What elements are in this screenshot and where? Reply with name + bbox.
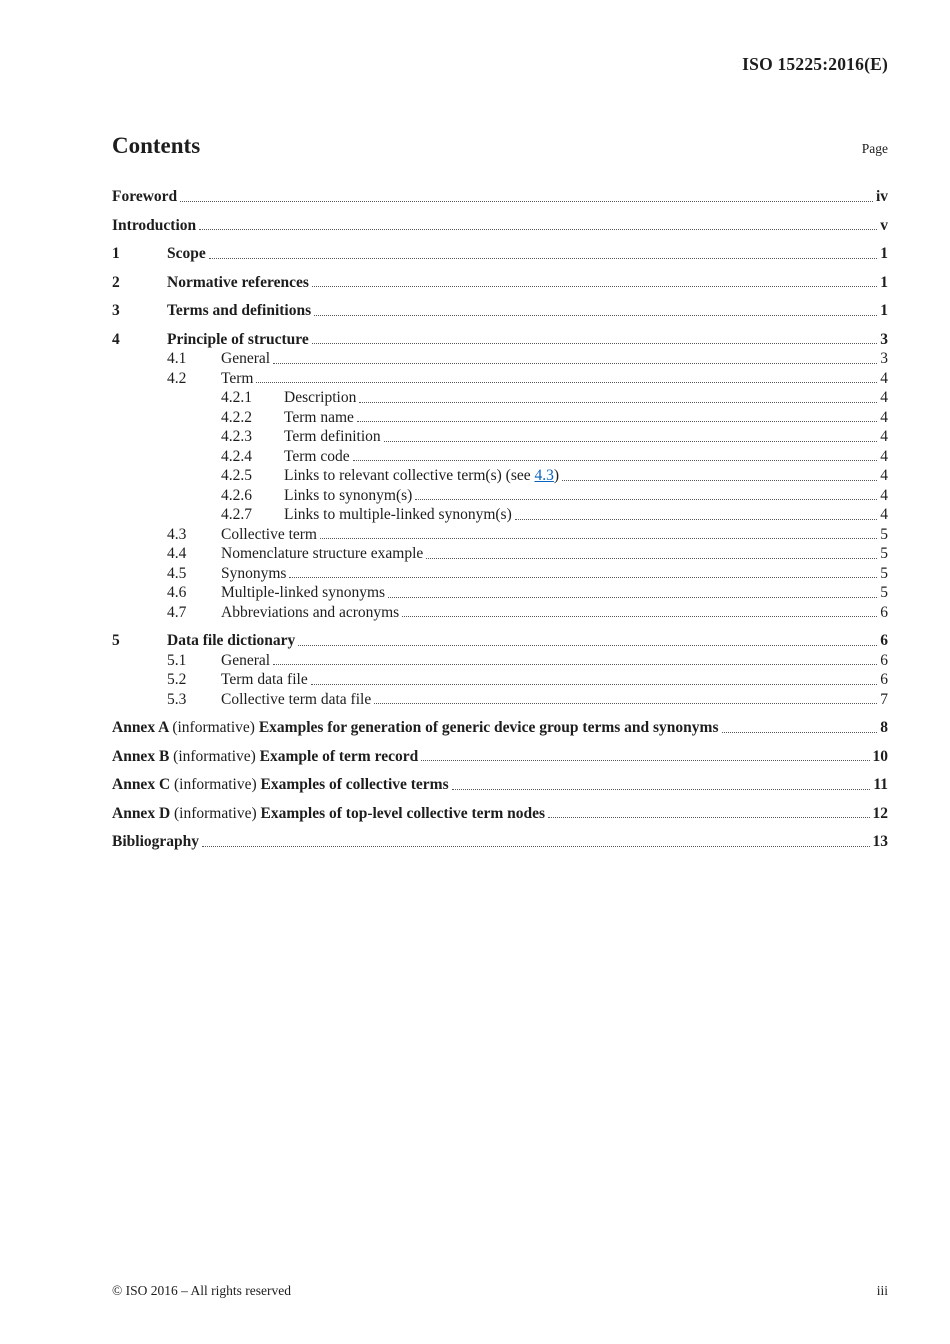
toc-page-number: 11	[873, 776, 888, 793]
toc-entry-number: 2	[112, 273, 120, 291]
toc-entry-title: Term name	[284, 408, 354, 426]
toc-page-number: 6	[880, 603, 888, 621]
toc-page-number: 6	[880, 671, 888, 688]
toc-entry-title: Terms and definitions	[167, 302, 312, 319]
toc-row[interactable]	[112, 747, 888, 767]
toc-leader-dots	[314, 315, 877, 316]
toc-entry-number: 3	[112, 302, 120, 319]
toc-entry-title: Foreword	[112, 188, 178, 205]
toc-leader-dots	[515, 519, 878, 520]
toc-row[interactable]	[112, 187, 888, 207]
toc-row[interactable]	[167, 349, 888, 369]
toc-leader-dots	[426, 558, 877, 559]
toc-row[interactable]	[221, 486, 888, 506]
toc-leader-dots	[311, 684, 878, 685]
toc-entry-title: General	[221, 350, 271, 367]
toc-entry-title: Data file dictionary	[167, 632, 296, 649]
toc-leader-dots	[199, 229, 877, 230]
toc-entry-title: Introduction	[112, 216, 197, 234]
toc-entry-title: Synonyms	[221, 564, 287, 582]
toc-page-number: 1	[880, 302, 888, 319]
toc-entry-title: Term definition	[284, 428, 381, 445]
toc-row[interactable]	[112, 631, 888, 651]
toc-entry-number: 4.2.3	[221, 428, 252, 445]
toc-entry-title: Description	[284, 389, 357, 406]
toc-leader-dots	[353, 460, 878, 461]
toc-page-number: 3	[880, 330, 888, 348]
toc-entry-number: 5.3	[167, 690, 187, 708]
toc-entry-number: 4.6	[167, 584, 187, 601]
toc-page-number: 6	[880, 632, 888, 649]
toc-page-number: 4	[880, 428, 888, 445]
toc-leader-dots	[273, 664, 877, 665]
toc-entry-number: 4.4	[167, 545, 187, 562]
toc-leader-dots	[256, 382, 877, 383]
toc-entry-title: Principle of structure	[167, 330, 309, 348]
toc-page-number: 7	[880, 690, 888, 708]
toc-page-number: v	[880, 216, 888, 234]
toc-page-number: 1	[880, 273, 888, 291]
toc-row[interactable]	[167, 525, 888, 545]
toc-leader-dots	[320, 538, 877, 539]
toc-entry-title: Bibliography	[112, 833, 199, 850]
toc-row[interactable]	[167, 651, 888, 671]
toc-entry-title: Annex A (informative) Examples for generation of generic device group terms and synonyms	[112, 719, 719, 736]
toc-row[interactable]	[112, 718, 888, 738]
toc-leader-dots	[562, 480, 877, 481]
toc-row[interactable]	[167, 369, 888, 389]
page-title: Contents	[112, 133, 201, 158]
toc-page-number: 6	[880, 651, 888, 669]
toc-page-number: 5	[880, 525, 888, 543]
toc-entry-number: 4.2.6	[221, 486, 252, 504]
toc-leader-dots	[312, 286, 877, 287]
toc-leader-dots	[289, 577, 877, 578]
toc-entry-title: Abbreviations and acronyms	[221, 603, 400, 621]
toc-page-number: iv	[875, 188, 888, 205]
toc-page-number: 4	[880, 369, 888, 387]
toc-page-number: 1	[880, 245, 888, 262]
toc-leader-dots	[312, 343, 877, 344]
toc-entry-title: Scope	[167, 245, 206, 262]
toc-leader-dots	[357, 421, 877, 422]
toc-entry-title: Term code	[284, 447, 350, 465]
toc-header	[112, 133, 888, 159]
toc-entry-qualifier: (informative)	[173, 747, 256, 765]
toc-page-number: 13	[872, 833, 888, 850]
toc-entry-number: 5.1	[167, 651, 187, 669]
toc-entry-number: 4.1	[167, 350, 187, 367]
page-column-label: Page	[861, 141, 888, 156]
toc-entry-number: 4.2.4	[221, 447, 252, 465]
toc-row[interactable]	[112, 216, 888, 236]
toc-entry-title: Links to relevant collective term(s) (see 4.3)	[284, 467, 560, 484]
toc-leader-dots	[209, 258, 878, 259]
toc-row[interactable]	[167, 603, 888, 623]
toc-row[interactable]	[221, 505, 888, 525]
toc-entry-title: Annex D (informative) Examples of top-level collective term nodes	[112, 804, 546, 822]
toc-leader-dots	[402, 616, 877, 617]
toc-row[interactable]	[167, 583, 888, 603]
toc-entry-title: Nomenclature structure example	[221, 545, 424, 562]
toc-leader-dots	[548, 817, 869, 818]
toc-page-number: 3	[880, 350, 888, 367]
toc-leader-dots	[421, 760, 869, 761]
toc-row[interactable]	[221, 466, 888, 486]
toc-entry-number: 4.5	[167, 564, 187, 582]
toc-row[interactable]	[112, 804, 888, 824]
folio-page-number: iii	[876, 1283, 888, 1298]
toc-page-number: 4	[880, 389, 888, 406]
toc-leader-dots	[273, 363, 877, 364]
toc-leader-dots	[388, 597, 877, 598]
toc-page-number: 10	[872, 747, 888, 765]
toc-entry-qualifier: (informative)	[174, 804, 257, 822]
toc-row[interactable]	[167, 690, 888, 710]
toc-entry-number: 5.2	[167, 671, 187, 688]
toc-entry-title: Term data file	[221, 671, 308, 688]
toc-entry-qualifier: (informative)	[174, 776, 257, 793]
toc-page-number: 4	[880, 486, 888, 504]
copyright-notice: © ISO 2016 – All rights reserved	[112, 1283, 291, 1298]
toc-page-number: 4	[880, 506, 888, 523]
toc-row[interactable]	[221, 427, 888, 447]
toc-page-number: 5	[880, 584, 888, 601]
toc-entry-number: 4.3	[167, 525, 187, 543]
toc-entry-title: Annex C (informative) Examples of collective terms	[112, 776, 449, 793]
toc-row[interactable]	[112, 301, 888, 321]
toc-row[interactable]	[167, 564, 888, 584]
toc-entry-number: 1	[112, 245, 120, 262]
toc-row[interactable]	[112, 330, 888, 350]
toc-entry-title: Links to multiple-linked synonym(s)	[284, 506, 512, 523]
toc-row[interactable]	[112, 273, 888, 293]
toc-page-number: 4	[880, 447, 888, 465]
document-reference: ISO 15225:2016(E)	[742, 54, 888, 74]
toc-leader-dots	[359, 402, 877, 403]
toc-entry-title: Links to synonym(s)	[284, 486, 413, 504]
toc-row[interactable]	[221, 388, 888, 408]
toc-leader-dots	[722, 732, 878, 733]
toc-entry-qualifier: (informative)	[172, 719, 255, 736]
toc-entry-title: Collective term	[221, 525, 317, 543]
toc-entry-number: 4.2.5	[221, 467, 252, 484]
toc-page-number: 5	[880, 564, 888, 582]
toc-page-number: 5	[880, 545, 888, 562]
toc-entry-number: 4	[112, 330, 120, 348]
toc-entry-title: General	[221, 651, 271, 669]
toc-row[interactable]	[167, 544, 888, 564]
toc-page-number: 12	[872, 804, 888, 822]
cross-reference-link[interactable]: 4.3	[534, 467, 554, 484]
toc-page-number: 4	[880, 408, 888, 426]
toc-leader-dots	[415, 499, 877, 500]
toc-entry-number: 4.2.1	[221, 389, 252, 406]
toc-row[interactable]	[112, 832, 888, 852]
toc-row[interactable]	[221, 447, 888, 467]
toc-row[interactable]	[112, 244, 888, 264]
toc-leader-dots	[452, 789, 871, 790]
toc-leader-dots	[298, 645, 877, 646]
toc-entry-number: 4.7	[167, 603, 187, 621]
toc-row[interactable]	[112, 775, 888, 795]
toc-entry-title: Normative references	[167, 273, 309, 291]
toc-page-number: 4	[880, 467, 888, 484]
page-footer	[112, 1283, 888, 1299]
toc-leader-dots	[384, 441, 878, 442]
toc-leader-dots	[202, 846, 870, 847]
toc-entry-title: Multiple-linked synonyms	[221, 584, 386, 601]
toc-entry-title: Collective term data file	[221, 690, 372, 708]
toc-row[interactable]	[167, 670, 888, 690]
toc-entry-title: Term	[221, 369, 254, 387]
toc-entry-number: 4.2	[167, 369, 187, 387]
toc-leader-dots	[180, 201, 873, 202]
toc-entry-title: Annex B (informative) Example of term record	[112, 747, 419, 765]
toc-entry-number: 4.2.7	[221, 506, 252, 523]
toc-list	[112, 187, 888, 852]
toc-entry-number: 4.2.2	[221, 408, 252, 426]
toc-leader-dots	[374, 703, 877, 704]
toc-entry-number: 5	[112, 632, 120, 649]
toc-page-number: 8	[880, 719, 888, 736]
toc-row[interactable]	[221, 408, 888, 428]
